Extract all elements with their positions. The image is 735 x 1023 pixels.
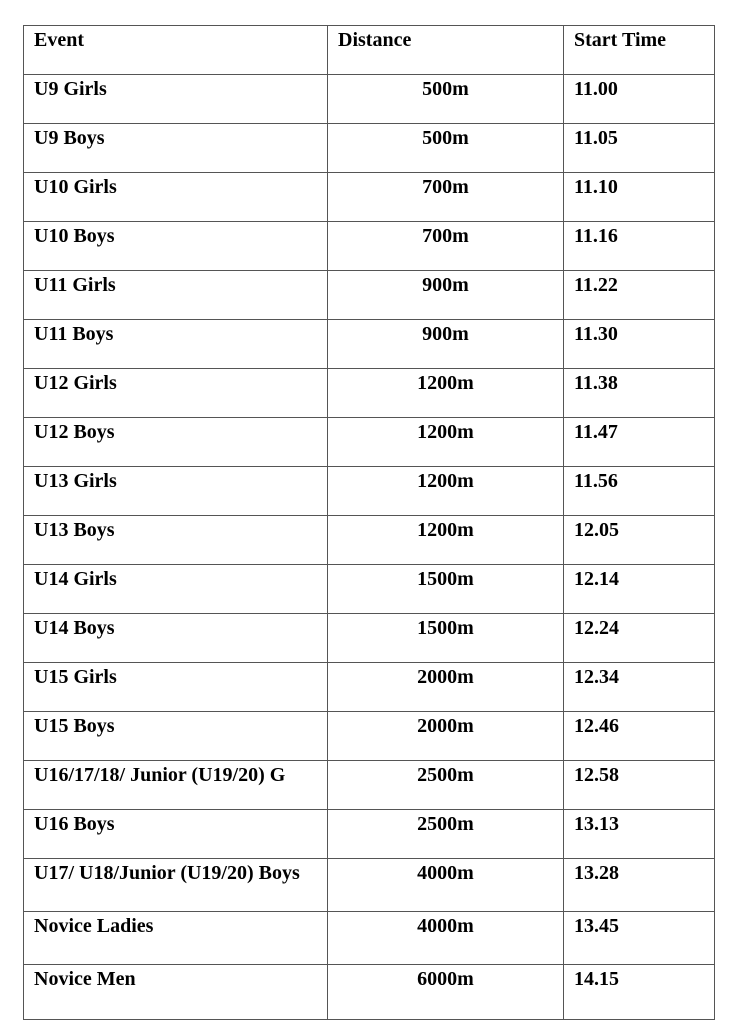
distance-cell: 1500m xyxy=(328,614,564,663)
distance-cell: 1200m xyxy=(328,516,564,565)
start-time-cell: 12.34 xyxy=(564,663,715,712)
start-time-cell: 11.47 xyxy=(564,418,715,467)
start-time-cell: 11.56 xyxy=(564,467,715,516)
event-cell: U13 Girls xyxy=(24,467,328,516)
event-cell: Novice Men xyxy=(24,965,328,1020)
table-row xyxy=(24,467,715,516)
table-row xyxy=(24,965,715,1020)
event-cell: U12 Boys xyxy=(24,418,328,467)
event-cell: U15 Girls xyxy=(24,663,328,712)
table-row xyxy=(24,124,715,173)
table-row xyxy=(24,516,715,565)
table-row xyxy=(24,663,715,712)
distance-cell: 2000m xyxy=(328,663,564,712)
start-time-cell: 13.45 xyxy=(564,912,715,965)
event-cell: Novice Ladies xyxy=(24,912,328,965)
column-header-event: Event xyxy=(24,26,328,75)
start-time-cell: 11.22 xyxy=(564,271,715,320)
start-time-cell: 12.46 xyxy=(564,712,715,761)
start-time-cell: 12.24 xyxy=(564,614,715,663)
event-cell: U10 Boys xyxy=(24,222,328,271)
table-row xyxy=(24,859,715,912)
event-cell: U10 Girls xyxy=(24,173,328,222)
table-row xyxy=(24,369,715,418)
start-time-cell: 12.14 xyxy=(564,565,715,614)
table-row xyxy=(24,810,715,859)
distance-cell: 4000m xyxy=(328,912,564,965)
start-time-cell: 13.28 xyxy=(564,859,715,912)
distance-cell: 900m xyxy=(328,320,564,369)
distance-cell: 500m xyxy=(328,75,564,124)
event-cell: U16 Boys xyxy=(24,810,328,859)
start-time-cell: 12.58 xyxy=(564,761,715,810)
table-row xyxy=(24,173,715,222)
table-row xyxy=(24,912,715,965)
event-cell: U15 Boys xyxy=(24,712,328,761)
start-time-cell: 11.05 xyxy=(564,124,715,173)
event-cell: U16/17/18/ Junior (U19/20) G xyxy=(24,761,328,810)
table-row xyxy=(24,565,715,614)
table-header-row xyxy=(24,26,715,75)
event-cell: U13 Boys xyxy=(24,516,328,565)
distance-cell: 700m xyxy=(328,222,564,271)
distance-cell: 1500m xyxy=(328,565,564,614)
start-time-cell: 12.05 xyxy=(564,516,715,565)
distance-cell: 900m xyxy=(328,271,564,320)
distance-cell: 2500m xyxy=(328,761,564,810)
event-cell: U14 Boys xyxy=(24,614,328,663)
event-cell: U17/ U18/Junior (U19/20) Boys xyxy=(24,859,328,912)
table-row xyxy=(24,222,715,271)
table-row xyxy=(24,75,715,124)
table-row xyxy=(24,712,715,761)
start-time-cell: 11.30 xyxy=(564,320,715,369)
distance-cell: 2500m xyxy=(328,810,564,859)
table-row xyxy=(24,418,715,467)
start-time-cell: 11.10 xyxy=(564,173,715,222)
distance-cell: 1200m xyxy=(328,369,564,418)
event-cell: U11 Boys xyxy=(24,320,328,369)
race-schedule-table xyxy=(23,25,715,1020)
column-header-start-time: Start Time xyxy=(564,26,715,75)
distance-cell: 1200m xyxy=(328,467,564,516)
distance-cell: 1200m xyxy=(328,418,564,467)
start-time-cell: 14.15 xyxy=(564,965,715,1020)
distance-cell: 4000m xyxy=(328,859,564,912)
table-row xyxy=(24,271,715,320)
table-row xyxy=(24,320,715,369)
start-time-cell: 13.13 xyxy=(564,810,715,859)
distance-cell: 2000m xyxy=(328,712,564,761)
table-row xyxy=(24,761,715,810)
start-time-cell: 11.16 xyxy=(564,222,715,271)
distance-cell: 6000m xyxy=(328,965,564,1020)
start-time-cell: 11.00 xyxy=(564,75,715,124)
distance-cell: 500m xyxy=(328,124,564,173)
table-row xyxy=(24,614,715,663)
event-cell: U9 Girls xyxy=(24,75,328,124)
event-cell: U11 Girls xyxy=(24,271,328,320)
start-time-cell: 11.38 xyxy=(564,369,715,418)
column-header-distance: Distance xyxy=(328,26,564,75)
event-cell: U12 Girls xyxy=(24,369,328,418)
event-cell: U14 Girls xyxy=(24,565,328,614)
distance-cell: 700m xyxy=(328,173,564,222)
event-cell: U9 Boys xyxy=(24,124,328,173)
